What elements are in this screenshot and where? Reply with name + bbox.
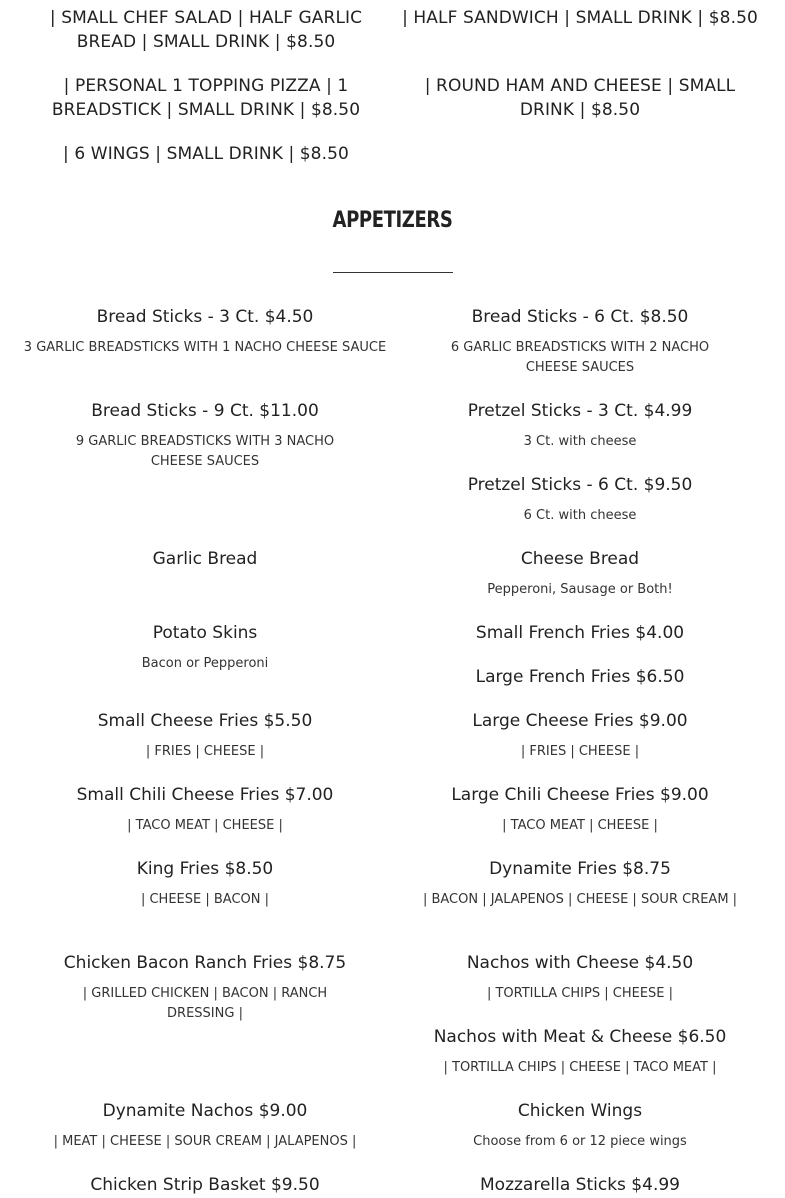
- menu-item-desc: | TORTILLA CHIPS | CHEESE | TACO MEAT |: [443, 1060, 717, 1075]
- menu-item: [20, 784, 390, 836]
- combo-item: | 6 WINGS | SMALL DRINK | $8.50: [63, 144, 349, 164]
- combo-item: | SMALL CHEF SALAD | HALF GARLIC BREAD | SMALL DRINK | $8.50: [49, 8, 363, 52]
- menu-item-name: Large Chili Cheese Fries $9.00: [451, 785, 709, 805]
- menu-item: [20, 306, 390, 358]
- menu-item-name: Dynamite Nachos $9.00: [102, 1101, 308, 1121]
- menu-item: [395, 1174, 765, 1196]
- menu-item-desc: | TORTILLA CHIPS | CHEESE |: [486, 986, 674, 1001]
- menu-item-desc: | CHEESE | BACON |: [140, 892, 270, 907]
- menu-item-name: Chicken Bacon Ranch Fries $8.75: [63, 953, 347, 973]
- menu-item-name: Chicken Strip Basket $9.50: [90, 1175, 320, 1195]
- menu-item-name: Bread Sticks - 9 Ct. $11.00: [91, 401, 319, 421]
- menu-item: [20, 1174, 390, 1196]
- menu-item-desc: Bacon or Pepperoni: [141, 656, 269, 671]
- menu-item-name: Bread Sticks - 3 Ct. $4.50: [96, 307, 314, 327]
- menu-item-name: Pretzel Sticks - 3 Ct. $4.99: [467, 401, 693, 421]
- menu-item-name: Large Cheese Fries $9.00: [472, 711, 688, 731]
- menu-item: [20, 858, 390, 910]
- menu-item: [395, 784, 765, 836]
- menu-item-name: Chicken Wings: [517, 1101, 643, 1121]
- menu-item-desc: | FRIES | CHEESE |: [520, 744, 640, 759]
- menu-item-desc: | FRIES | CHEESE |: [145, 744, 265, 759]
- menu-item: [395, 548, 765, 600]
- menu-item-name: Bread Sticks - 6 Ct. $8.50: [471, 307, 689, 327]
- menu-item-name: Dynamite Fries $8.75: [489, 859, 671, 879]
- menu-item-name: Small Chili Cheese Fries $7.00: [76, 785, 334, 805]
- menu-item-name: Nachos with Cheese $4.50: [466, 953, 694, 973]
- section-divider: [333, 272, 453, 273]
- menu-item-desc: | MEAT | CHEESE | SOUR CREAM | JALAPENOS |: [53, 1134, 357, 1149]
- menu-item-desc: Choose from 6 or 12 piece wings: [473, 1134, 687, 1149]
- menu-item-desc: 6 Ct. with cheese: [523, 508, 637, 523]
- menu-item: [10, 1100, 400, 1152]
- menu-item-desc: 3 GARLIC BREADSTICKS WITH 1 NACHO CHEESE SAUCE: [23, 340, 387, 355]
- menu-item: [395, 666, 765, 688]
- menu-item: [395, 1100, 765, 1152]
- combo-item: | ROUND HAM AND CHEESE | SMALL DRINK | $8.50: [424, 76, 736, 120]
- combo-item: | PERSONAL 1 TOPPING PIZZA | 1 BREADSTICK | SMALL DRINK | $8.50: [51, 76, 361, 120]
- menu-item: [395, 306, 765, 378]
- menu-item-name: Large French Fries $6.50: [475, 667, 685, 687]
- menu-item: [20, 952, 390, 1024]
- menu-item: [395, 400, 765, 452]
- menu-item-name: Garlic Bread: [152, 549, 258, 569]
- menu-item: [20, 622, 390, 674]
- menu-item-name: Small Cheese Fries $5.50: [97, 711, 313, 731]
- menu-item-name: Pretzel Sticks - 6 Ct. $9.50: [467, 475, 693, 495]
- menu-item-name: Mozzarella Sticks $4.99: [480, 1175, 680, 1195]
- menu-item-desc: 3 Ct. with cheese: [523, 434, 637, 449]
- menu-item: [20, 548, 390, 570]
- combo-item: | HALF SANDWICH | SMALL DRINK | $8.50: [402, 8, 758, 28]
- menu-item-desc: | BACON | JALAPENOS | CHEESE | SOUR CREAM |: [422, 892, 738, 907]
- menu-item: [395, 952, 765, 1004]
- menu-item: [395, 1026, 765, 1078]
- menu-item-name: Nachos with Meat & Cheese $6.50: [433, 1027, 727, 1047]
- menu-item-desc: 6 GARLIC BREADSTICKS WITH 2 NACHO CHEESE SAUCES: [450, 340, 710, 375]
- menu-item: [20, 400, 390, 472]
- menu-item: [395, 474, 765, 526]
- menu-item-desc: | TACO MEAT | CHEESE |: [502, 818, 658, 833]
- menu-item: [395, 710, 765, 762]
- menu-item: [395, 622, 765, 644]
- menu-item-name: King Fries $8.50: [136, 859, 274, 879]
- menu-item-name: Small French Fries $4.00: [475, 623, 685, 643]
- menu-item-name: Cheese Bread: [520, 549, 640, 569]
- menu-item-desc: | GRILLED CHICKEN | BACON | RANCH DRESSING |: [82, 986, 328, 1021]
- menu-item-desc: | TACO MEAT | CHEESE |: [127, 818, 283, 833]
- menu-item: [20, 710, 390, 762]
- section-title: APPETIZERS: [332, 208, 453, 233]
- menu-item-desc: Pepperoni, Sausage or Both!: [487, 582, 673, 597]
- menu-item: [395, 858, 765, 910]
- menu-item-desc: 9 GARLIC BREADSTICKS WITH 3 NACHO CHEESE SAUCES: [75, 434, 335, 469]
- menu-item-name: Potato Skins: [152, 623, 258, 643]
